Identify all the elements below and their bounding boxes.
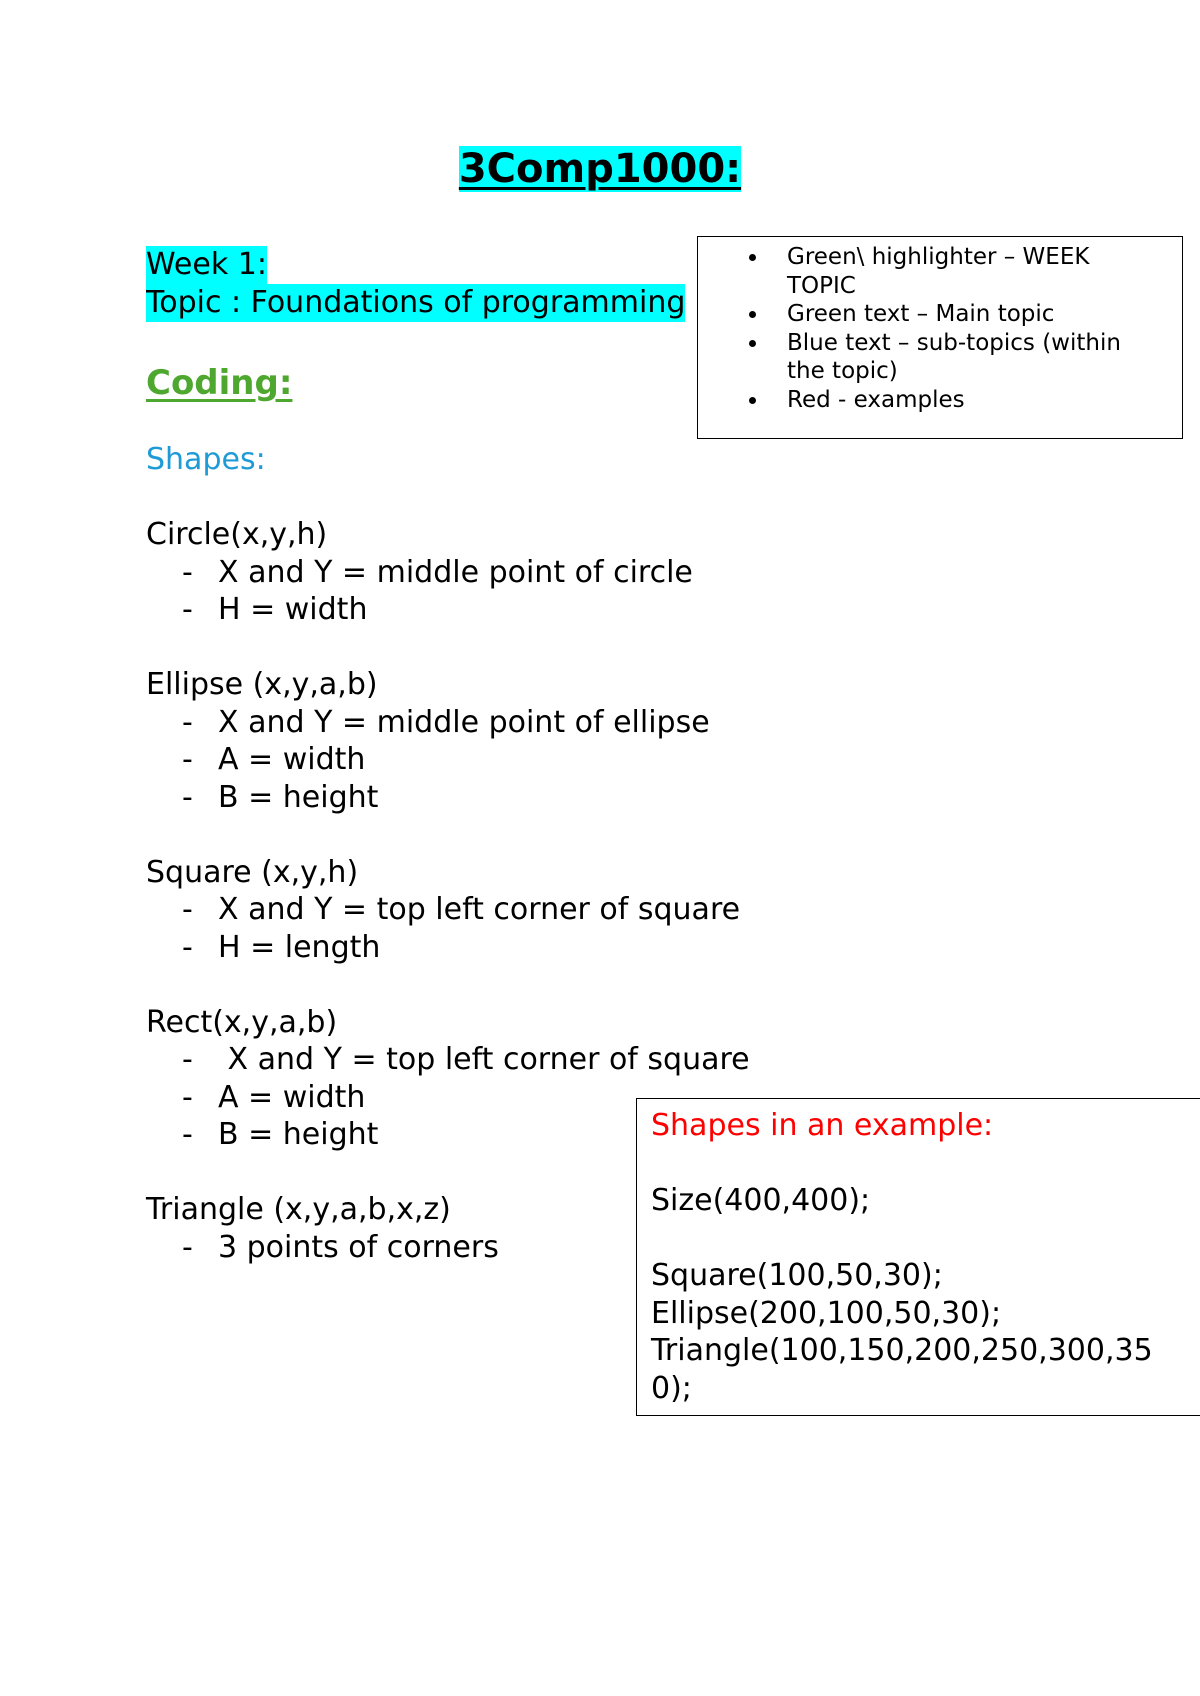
- legend-item: Red - examples: [698, 386, 1162, 415]
- shape-point: - X and Y = middle point of circle: [146, 554, 806, 592]
- shape-square: [146, 854, 806, 967]
- code-line: Triangle(100,150,200,250,300,350);: [651, 1333, 1153, 1406]
- shape-point: - A = width: [146, 741, 806, 779]
- shape-points: [146, 554, 806, 629]
- code-line: Ellipse(200,100,50,30);: [651, 1295, 1002, 1331]
- shape-point: - X and Y = middle point of ellipse: [146, 704, 806, 742]
- shape-name: Rect(x,y,a,b): [146, 1004, 338, 1040]
- legend-box: [697, 236, 1183, 439]
- sub-topic-heading: Shapes:: [146, 442, 266, 477]
- week-heading: [146, 246, 698, 322]
- week-label: Week 1:: [146, 247, 267, 282]
- shape-name: Circle(x,y,h): [146, 517, 328, 552]
- shape-name: Ellipse (x,y,a,b): [146, 667, 378, 702]
- shape-point: - H = length: [146, 929, 806, 967]
- code-line: Square(100,50,30);: [651, 1258, 943, 1293]
- main-topic-heading: Coding:: [146, 363, 293, 403]
- legend-item: Blue text – sub-topics (within the topic): [698, 329, 1162, 386]
- topic-line: Topic : Foundations of programming: [146, 285, 686, 320]
- shape-point: - B = height: [146, 779, 806, 817]
- shape-point: - B = height: [146, 1116, 806, 1154]
- shape-point: - A = width: [146, 1079, 806, 1117]
- shape-name: Triangle (x,y,a,b,x,z): [146, 1192, 451, 1227]
- shape-points: [146, 704, 806, 817]
- shape-name: Square (x,y,h): [146, 854, 359, 890]
- shape-point: - X and Y = top left corner of square: [146, 1041, 806, 1079]
- shape-point: - 3 points of corners: [146, 1229, 806, 1267]
- example-title: Shapes in an example:: [651, 1108, 994, 1143]
- shape-point: - H = width: [146, 591, 806, 629]
- shape-points: [146, 891, 806, 966]
- example-code: [651, 1182, 1187, 1407]
- document-title: 3Comp1000:: [458, 146, 742, 192]
- example-box: [636, 1098, 1200, 1416]
- legend-item: Green text – Main topic: [698, 300, 1162, 329]
- legend-item: Green\ highlighter – WEEK TOPIC: [698, 243, 1162, 300]
- shape-circle: [146, 516, 806, 629]
- legend-list: [698, 243, 1162, 414]
- shape-ellipse: [146, 666, 806, 816]
- shape-point: - X and Y = top left corner of square: [146, 891, 806, 929]
- code-line: Size(400,400);: [651, 1183, 871, 1218]
